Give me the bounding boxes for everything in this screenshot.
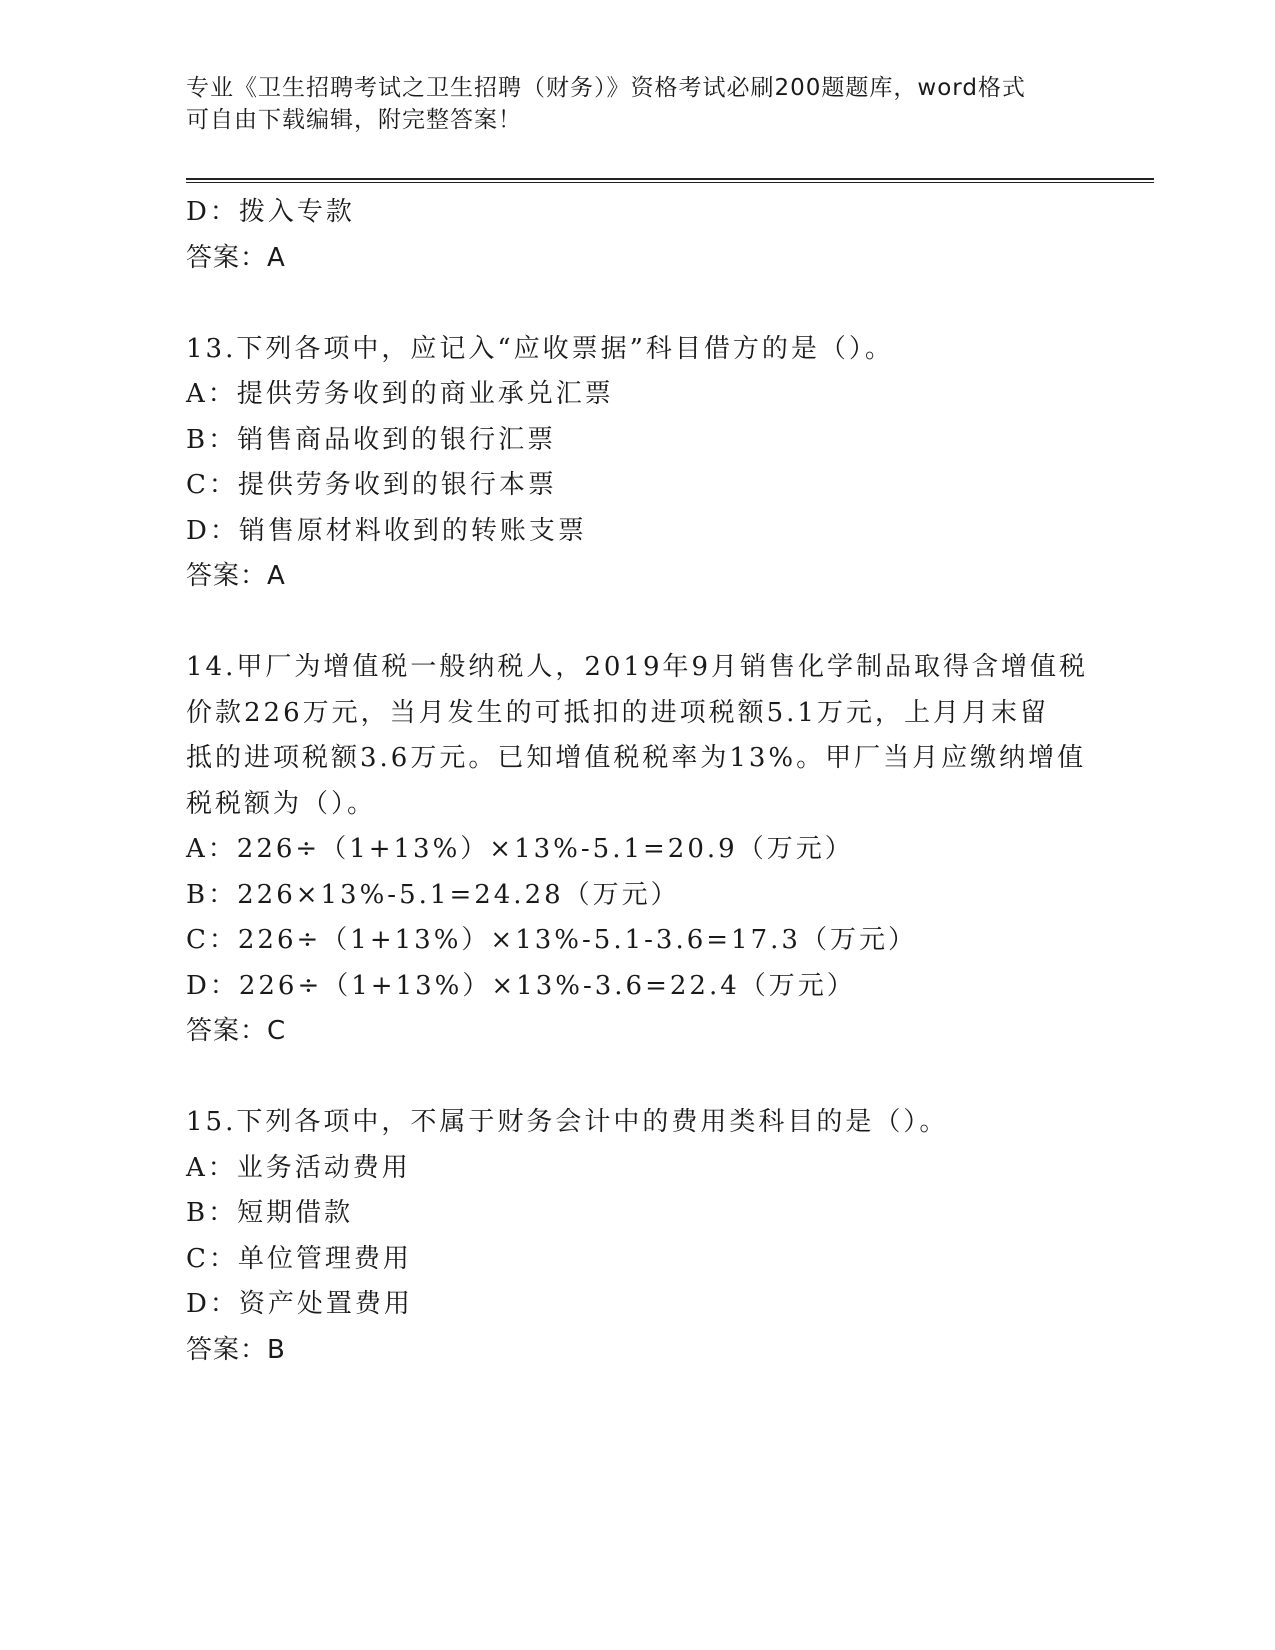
option-b: B：226×13%-5.1=24.28（万元） <box>186 879 680 910</box>
answer-label: 答案：C <box>186 1016 287 1046</box>
question-stem-line-4: 税税额为（）。 <box>186 788 377 819</box>
header-line-2: 可自由下载编辑，附完整答案！ <box>186 107 522 133</box>
answer-label: 答案：B <box>186 1334 286 1365</box>
question-13 <box>186 327 1106 600</box>
question-stem: 13.下列各项中，应记入“应收票据”科目借方的是（）。 <box>186 333 894 364</box>
option-a: A：提供劳务收到的商业承兑汇票 <box>186 379 614 409</box>
answer-label: 答案：A <box>186 561 286 591</box>
prev-question-tail <box>186 190 1106 281</box>
option-d: D：销售原材料收到的转账支票 <box>186 515 587 546</box>
question-stem-line-1: 14.甲厂为增值税一般纳税人，2019年9月销售化学制品取得含增值税 <box>186 652 1089 682</box>
question-stem: 15.下列各项中，不属于财务会计中的费用类科目的是（）。 <box>186 1107 949 1137</box>
question-stem-line-2: 价款226万元，当月发生的可抵扣的进项税额5.1万元，上月月末留 <box>186 697 1049 728</box>
question-14 <box>186 645 1106 1055</box>
option-c: C：226÷（1+13%）×13%-5.1-3.6=17.3（万元） <box>186 925 917 955</box>
option-b: B：销售商品收到的银行汇票 <box>186 424 557 455</box>
option-d: D：226÷（1+13%）×13%-3.6=22.4（万元） <box>186 970 856 1001</box>
question-list <box>186 190 1106 1373</box>
option-c: C：提供劳务收到的银行本票 <box>186 470 557 500</box>
header-divider <box>186 178 1154 183</box>
option-b: B：短期借款 <box>186 1198 354 1228</box>
question-15 <box>186 1100 1106 1373</box>
option-a: A：业务活动费用 <box>186 1152 411 1183</box>
option-c: C：单位管理费用 <box>186 1243 412 1274</box>
option-d: D：拨入专款 <box>186 197 355 227</box>
document-header <box>186 72 1086 136</box>
option-a: A：226÷（1+13%）×13%-5.1=20.9（万元） <box>186 834 854 864</box>
answer-label: 答案：A <box>186 242 286 273</box>
question-stem-line-3: 抵的进项税额3.6万元。已知增值税税率为13%。甲厂当月应缴纳增值 <box>186 743 1087 773</box>
option-d: D：资产处置费用 <box>186 1289 413 1319</box>
header-line-1: 专业《卫生招聘考试之卫生招聘（财务）》资格考试必刷200题题库，word格式 <box>186 75 1026 101</box>
